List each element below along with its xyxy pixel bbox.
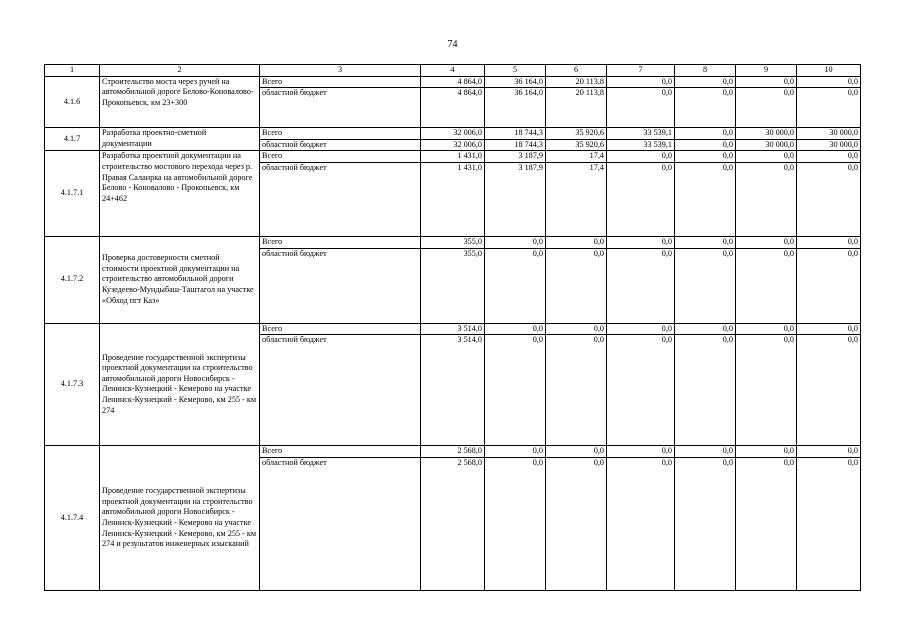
value-cell: 2 568,0 (421, 446, 485, 458)
value-cell: 0,0 (675, 139, 736, 151)
value-cell: 0,0 (675, 162, 736, 236)
value-cell: 33 539,1 (607, 128, 675, 140)
value-cell: 20 113,8 (546, 88, 607, 128)
budget-table (44, 64, 861, 591)
value-cell: 30 000,0 (736, 139, 797, 151)
value-cell: 0,0 (797, 88, 861, 128)
header-cell: 3 (260, 65, 421, 77)
table-row (45, 236, 861, 248)
header-cell: 1 (45, 65, 100, 77)
value-cell: 0,0 (607, 151, 675, 163)
value-cell: 0,0 (607, 335, 675, 446)
value-cell: 32 006,0 (421, 139, 485, 151)
value-cell: 0,0 (797, 323, 861, 335)
value-cell: 0,0 (485, 335, 546, 446)
table-row (45, 76, 861, 88)
value-cell: 0,0 (607, 446, 675, 458)
header-cell: 5 (485, 65, 546, 77)
value-cell: 0,0 (736, 335, 797, 446)
value-cell: 0,0 (675, 151, 736, 163)
funding-source: Всего (260, 323, 421, 335)
page-number: 74 (447, 39, 458, 50)
value-cell: 4 864,0 (421, 88, 485, 128)
value-cell: 0,0 (546, 323, 607, 335)
funding-source: областной бюджет (260, 162, 421, 236)
value-cell: 0,0 (736, 76, 797, 88)
table-row (45, 323, 861, 335)
row-number: 4.1.7.4 (45, 446, 100, 591)
value-cell: 3 187,9 (485, 162, 546, 236)
header-cell: 9 (736, 65, 797, 77)
table-row (45, 446, 861, 458)
value-cell: 0,0 (797, 446, 861, 458)
value-cell: 3 514,0 (421, 323, 485, 335)
funding-source: Всего (260, 446, 421, 458)
funding-source: областной бюджет (260, 88, 421, 128)
value-cell: 17,4 (546, 151, 607, 163)
value-cell: 18 744,3 (485, 139, 546, 151)
value-cell: 0,0 (607, 457, 675, 590)
value-cell: 0,0 (607, 162, 675, 236)
row-name: Разработка проектной документации на строительство мостового перехода через р. Правая Саланрка на автомобильной дороге Белово - Коновалово - Прокопьевск, км 24+462 (100, 151, 260, 237)
row-name: Строительство моста через ручей на автомобильной дороге Белово-Коновалово-Прокопьевск, км 23+300 (100, 76, 260, 128)
value-cell: 2 568,0 (421, 457, 485, 590)
header-cell: 7 (607, 65, 675, 77)
row-number: 4.1.7.1 (45, 151, 100, 237)
value-cell: 0,0 (736, 446, 797, 458)
row-number: 4.1.7.2 (45, 236, 100, 323)
value-cell: 0,0 (675, 236, 736, 248)
value-cell: 0,0 (797, 457, 861, 590)
funding-source: Всего (260, 236, 421, 248)
row-name: Проведение государственной экспертизы проектной документации на строительство автомобильной дороги Новосибирск - Ленинск-Кузнецкий - Кемерово на участке Ленинск-Кузнецкий - Кемерово, км 255 - км 274 и результатов инженерных изысканий (100, 446, 260, 591)
value-cell: 30 000,0 (797, 128, 861, 140)
value-cell: 35 920,6 (546, 128, 607, 140)
value-cell: 0,0 (607, 88, 675, 128)
value-cell: 0,0 (736, 248, 797, 323)
value-cell: 0,0 (675, 457, 736, 590)
value-cell: 1 431,0 (421, 162, 485, 236)
value-cell: 4 864,0 (421, 76, 485, 88)
value-cell: 0,0 (485, 446, 546, 458)
value-cell: 0,0 (736, 88, 797, 128)
value-cell: 0,0 (485, 457, 546, 590)
value-cell: 0,0 (485, 248, 546, 323)
funding-source: Всего (260, 76, 421, 88)
value-cell: 0,0 (675, 76, 736, 88)
header-cell: 4 (421, 65, 485, 77)
value-cell: 33 539,1 (607, 139, 675, 151)
value-cell: 30 000,0 (736, 128, 797, 140)
value-cell: 3 514,0 (421, 335, 485, 446)
funding-source: областной бюджет (260, 335, 421, 446)
row-name: Проверка достоверности сметной стоимости проектной документации на строительство автомобильной дороги Кузедеево-Мундыбаш-Таштагол на участке «Обход пгт Каз» (100, 236, 260, 323)
value-cell: 0,0 (797, 162, 861, 236)
value-cell: 0,0 (736, 457, 797, 590)
row-number: 4.1.7 (45, 128, 100, 151)
row-name: Разработка проектно-сметной документации (100, 128, 260, 151)
value-cell: 0,0 (607, 236, 675, 248)
value-cell: 0,0 (736, 162, 797, 236)
value-cell: 0,0 (485, 323, 546, 335)
value-cell: 35 920,6 (546, 139, 607, 151)
value-cell: 20 113,8 (546, 76, 607, 88)
funding-source: областной бюджет (260, 248, 421, 323)
value-cell: 32 006,0 (421, 128, 485, 140)
value-cell: 1 431,0 (421, 151, 485, 163)
header-cell: 10 (797, 65, 861, 77)
value-cell: 0,0 (675, 88, 736, 128)
table-header-row (45, 65, 861, 77)
value-cell: 18 744,3 (485, 128, 546, 140)
value-cell: 17,4 (546, 162, 607, 236)
value-cell: 0,0 (675, 248, 736, 323)
value-cell: 0,0 (546, 446, 607, 458)
row-number: 4.1.6 (45, 76, 100, 128)
value-cell: 0,0 (797, 236, 861, 248)
value-cell: 0,0 (797, 76, 861, 88)
value-cell: 0,0 (675, 128, 736, 140)
value-cell: 0,0 (607, 248, 675, 323)
value-cell: 0,0 (797, 335, 861, 446)
funding-source: областной бюджет (260, 139, 421, 151)
value-cell: 0,0 (485, 236, 546, 248)
value-cell: 0,0 (736, 236, 797, 248)
value-cell: 36 164,0 (485, 88, 546, 128)
table-row (45, 128, 861, 140)
value-cell: 0,0 (736, 151, 797, 163)
value-cell: 36 164,0 (485, 76, 546, 88)
value-cell: 0,0 (546, 236, 607, 248)
row-name: Проведение государственной экспертизы проектной документации на строительство автомобильной дороги Новосибирск - Ленинск-Кузнецкий - Кемерово на участке Ленинск-Кузнецкий - Кемерово, км 255 - км 274 (100, 323, 260, 446)
value-cell: 0,0 (797, 248, 861, 323)
value-cell: 0,0 (736, 323, 797, 335)
header-cell: 8 (675, 65, 736, 77)
value-cell: 0,0 (546, 248, 607, 323)
value-cell: 0,0 (607, 323, 675, 335)
row-number: 4.1.7.3 (45, 323, 100, 446)
value-cell: 0,0 (675, 446, 736, 458)
funding-source: Всего (260, 151, 421, 163)
funding-source: областной бюджет (260, 457, 421, 590)
value-cell: 3 187,9 (485, 151, 546, 163)
header-cell: 6 (546, 65, 607, 77)
funding-source: Всего (260, 128, 421, 140)
table-row (45, 151, 861, 163)
value-cell: 355,0 (421, 248, 485, 323)
value-cell: 0,0 (546, 335, 607, 446)
value-cell: 0,0 (607, 76, 675, 88)
value-cell: 30 000,0 (797, 139, 861, 151)
value-cell: 0,0 (797, 151, 861, 163)
value-cell: 0,0 (675, 335, 736, 446)
value-cell: 0,0 (675, 323, 736, 335)
value-cell: 0,0 (546, 457, 607, 590)
value-cell: 355,0 (421, 236, 485, 248)
header-cell: 2 (100, 65, 260, 77)
